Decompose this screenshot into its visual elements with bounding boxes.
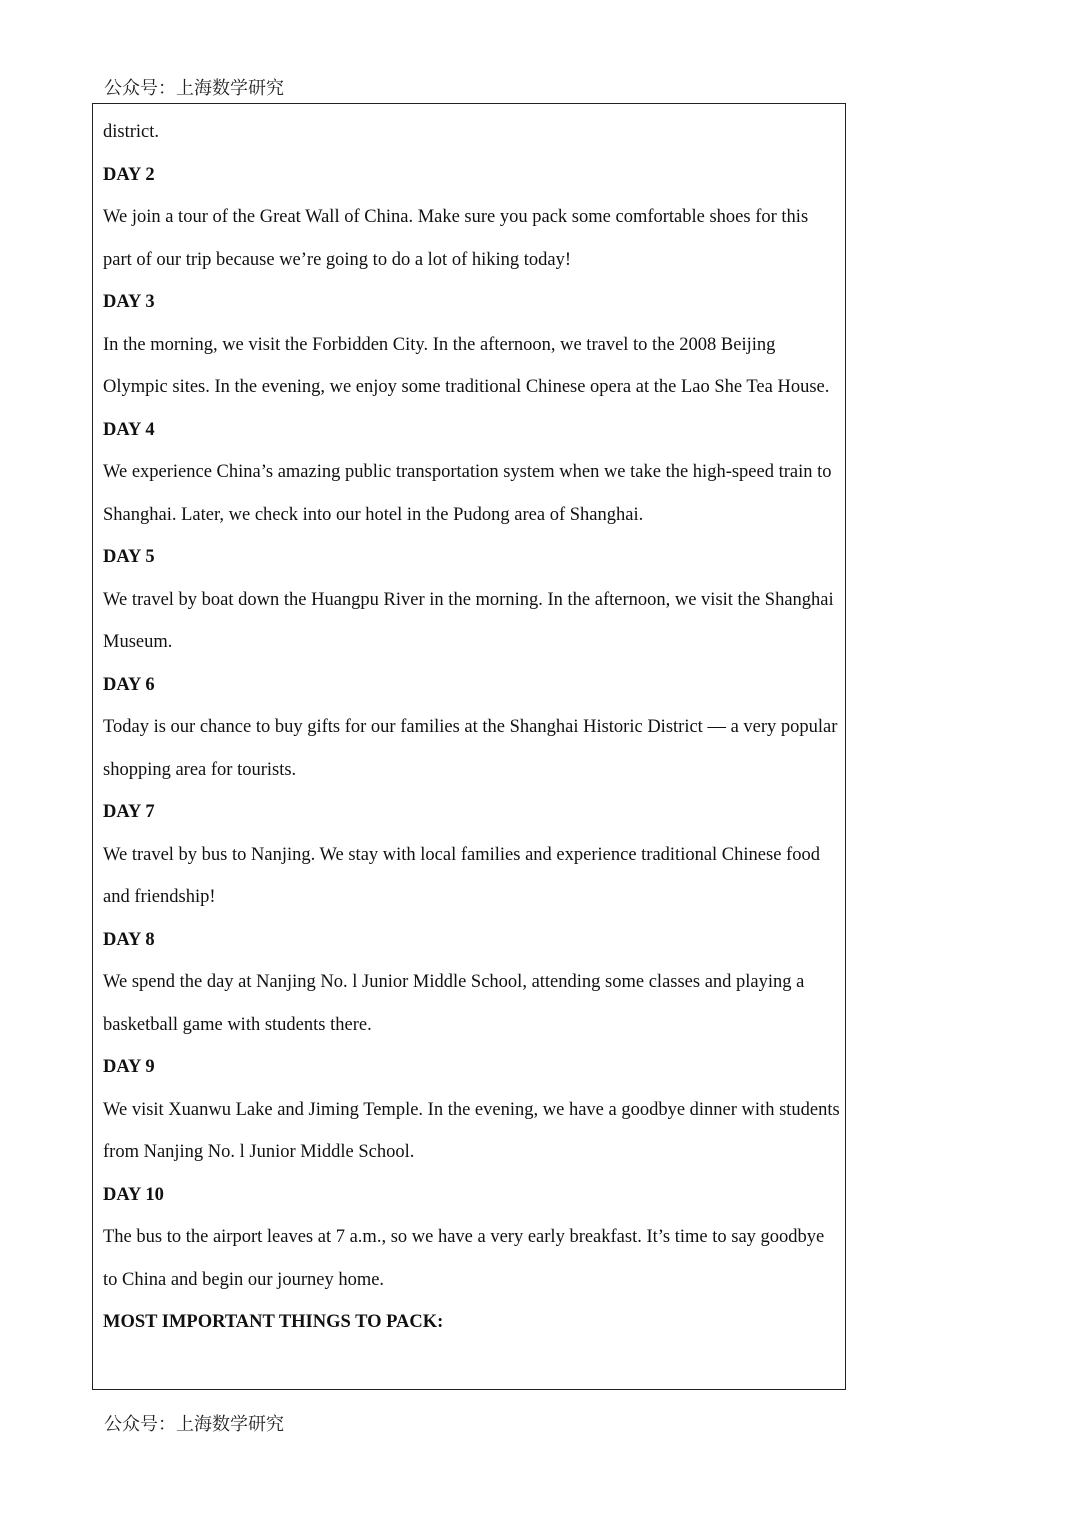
itinerary-content <box>103 111 841 1344</box>
day-8-text: We spend the day at Nanjing No. l Junior Middle School, attending some classes and playing a basketball game with students there. <box>103 972 805 1035</box>
page-footer-source: 公众号：上海数学研究 <box>104 1414 284 1435</box>
pack-list-heading: MOST IMPORTANT THINGS TO PACK: <box>103 1312 444 1332</box>
page-header-source: 公众号：上海数学研究 <box>104 78 284 99</box>
day-9-text: We visit Xuanwu Lake and Jiming Temple. In the evening, we have a goodbye dinner with students from Nanjing No. l Junior Middle School. <box>103 1099 840 1162</box>
day-2-text: We join a tour of the Great Wall of China. Make sure you pack some comfortable shoes for this part of our trip because we’re going to do a lot of hiking today! <box>103 207 809 270</box>
day-9-heading: DAY 9 <box>103 1057 155 1077</box>
day-3-text: In the morning, we visit the Forbidden City. In the afternoon, we travel to the 2008 Beijing Olympic sites. In the evening, we enjoy some traditional Chinese opera at the Lao She Tea House. <box>103 334 830 397</box>
day-2-heading: DAY 2 <box>103 164 155 185</box>
intro-tail-text: district. <box>103 122 160 142</box>
day-7-heading: DAY 7 <box>103 802 155 822</box>
day-7-text: We travel by bus to Nanjing. We stay with local families and experience traditional Chinese food and friendship! <box>103 844 820 907</box>
day-6-heading: DAY 6 <box>103 674 155 695</box>
day-10-text: The bus to the airport leaves at 7 a.m., so we have a very early breakfast. It’s time to say goodbye to China and begin our journey home. <box>103 1227 825 1290</box>
day-8-heading: DAY 8 <box>103 929 155 950</box>
day-6-text: Today is our chance to buy gifts for our families at the Shanghai Historic District — a very popular shopping area for tourists. <box>103 717 838 780</box>
day-4-text: We experience China’s amazing public transportation system when we take the high-speed train to Shanghai. Later, we check into our hotel in the Pudong area of Shanghai. <box>103 462 832 525</box>
day-5-text: We travel by boat down the Huangpu River in the morning. In the afternoon, we visit the Shanghai Museum. <box>103 589 834 652</box>
day-5-heading: DAY 5 <box>103 547 155 567</box>
day-4-heading: DAY 4 <box>103 419 155 440</box>
day-3-heading: DAY 3 <box>103 292 155 312</box>
day-10-heading: DAY 10 <box>103 1184 164 1205</box>
